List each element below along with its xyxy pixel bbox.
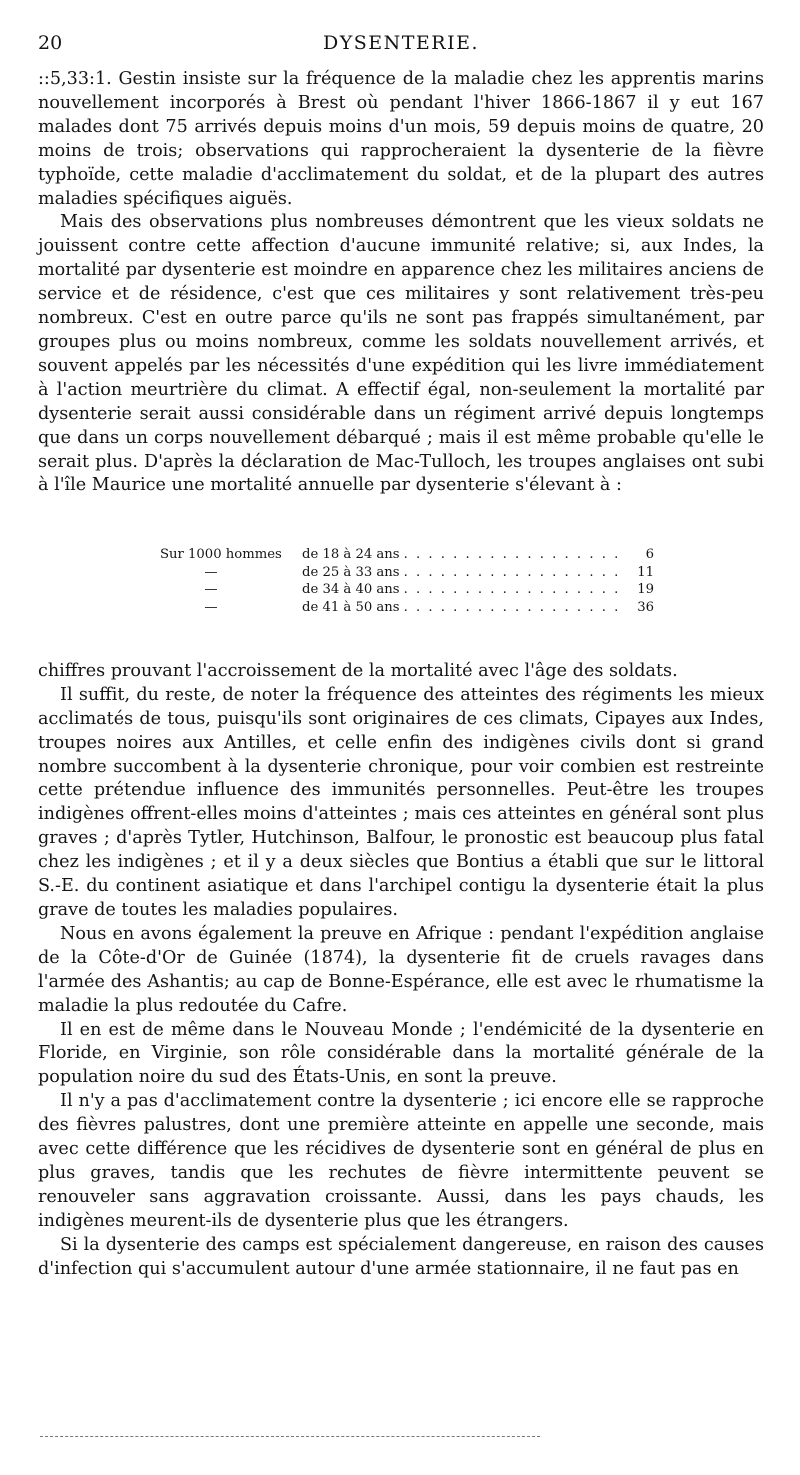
row-value: 36 — [637, 599, 654, 615]
page-header — [38, 30, 764, 60]
row-age-range: de 34 à 40 ans — [302, 582, 400, 598]
mortality-table — [160, 546, 654, 616]
table-row — [160, 546, 654, 563]
table-row — [160, 581, 654, 598]
paragraph-vieux-soldats: Mais des observations plus nombreuses démontrent que les vieux soldats ne jouissent contre cette affection d'aucune immunité relative; si, aux Indes, la mortalité par dysenterie est moindre en apparence chez les militaires anciens de service et de résidence, c'est que ces militaires y sont relativement très-peu nombreux. C'est en outre parce qu'ils ne sont pas frappés simultanément, par groupes plus ou moins nombreux, comme les soldats nouvellement arrivés, et souvent appelés par les nécessités d'une expédition qui les livre immédiatement à l'action meurtrière du climat. A effectif égal, non-seulement la mortalité par dysenterie serait aussi considérable dans un régiment arrivé depuis longtemps que dans un corps nouvellement débarqué ; mais il est même probable qu'elle le serait plus. D'après la déclaration de Mac-Tulloch, les troupes anglaises ont subi à l'île Maurice une mortalité annuelle par dysenterie s'élevant à : — [38, 212, 764, 496]
table-row — [160, 599, 654, 616]
row-prefix: — — [204, 599, 218, 615]
dot-leader — [404, 546, 620, 563]
row-prefix: — — [204, 582, 218, 598]
row-value: 11 — [637, 564, 654, 580]
row-age-range: de 18 à 24 ans — [302, 547, 400, 563]
dot-leader — [404, 599, 620, 616]
dot-leader — [404, 581, 620, 598]
row-prefix: — — [204, 564, 218, 580]
paragraph-afrique: Nous en avons également la preuve en Afrique : pendant l'expédition anglaise de la Côte-d'Or de Guinée (1874), la dysenterie fit de cruels ravages dans l'armée des Ashantis; au cap de Bonne-Espérance, elle est avec le rhumatisme la maladie la plus redoutée du Cafre. — [38, 923, 764, 1016]
table-row — [160, 564, 654, 581]
paragraph-nouveau-monde: Il en est de même dans le Nouveau Monde ; l'endémicité de la dysenterie en Floride, en Virginie, son rôle considérable dans la mortalité générale de la population noire du sud des États-Unis, en sont la preuve. — [38, 1019, 764, 1088]
row-age-range: de 25 à 33 ans — [302, 564, 400, 580]
paragraph-camps: Si la dysenterie des camps est spécialement dangereuse, en raison des causes d'infection qui s'accumulent autour d'une armée stationnaire, il ne faut pas en — [38, 1234, 764, 1279]
row-value: 19 — [637, 582, 654, 598]
page-number: 20 — [38, 32, 63, 54]
body-text — [38, 68, 764, 1282]
paragraph-chiffres: chiffres prouvant l'accroissement de la mortalité avec l'âge des soldats. — [38, 660, 678, 681]
paragraph-gestin: ::5,33:1. Gestin insiste sur la fréquence de la maladie chez les apprentis marins nouvellement incorporés à Brest où pendant l'hiver 1866-1867 il y eut 167 malades dont 75 arrivés depuis moins d'un mois, 59 depuis moins de quatre, 20 moins de trois; observations qui rapprocheraient la dysenterie de la fièvre typhoïde, cette maladie d'acclimatement du soldat, et de la plupart des autres maladies spécifiques aiguës. — [38, 69, 764, 209]
row-prefix: Sur 1000 hommes — [160, 547, 282, 563]
paragraph-immunites: Il suffit, du reste, de noter la fréquence des atteintes des régiments les mieux acclimatés de tous, puisqu'ils sont originaires de ces climats, Cipayes aux Indes, troupes noires aux Antilles, et celle enfin des indigènes civils dont si grand nombre succombent à la dysenterie chronique, pour voir combien est restreinte cette prétendue influence des immunités personnelles. Peut-être les troupes indigènes offrent-elles moins d'atteintes ; mais ces atteintes en général sont plus graves ; d'après Tytler, Hutchinson, Balfour, le pronostic est beaucoup plus fatal chez les indigènes ; et il y a deux siècles que Bontius a établi que sur le littoral S.-E. du continent asiatique et dans l'archipel contigu la dysenterie était la plus grave de toutes les maladies populaires. — [38, 684, 764, 920]
footer-dashed-rule — [40, 1436, 540, 1437]
row-age-range: de 41 à 50 ans — [302, 599, 400, 615]
dot-leader — [404, 564, 620, 581]
paragraph-acclimatement: Il n'y a pas d'acclimatement contre la dysenterie ; ici encore elle se rapproche des fièvres palustres, dont une première atteinte en appelle une seconde, mais avec cette différence que les récidives de dysenterie sont en général de plus en plus graves, tandis que les rechutes de fièvre intermittente peuvent se renouveler sans aggravation croissante. Aussi, dans les pays chauds, les indigènes meurent-ils de dysenterie plus que les étrangers. — [38, 1091, 764, 1231]
running-title: DYSENTERIE. — [322, 32, 480, 54]
row-value: 6 — [645, 547, 654, 563]
